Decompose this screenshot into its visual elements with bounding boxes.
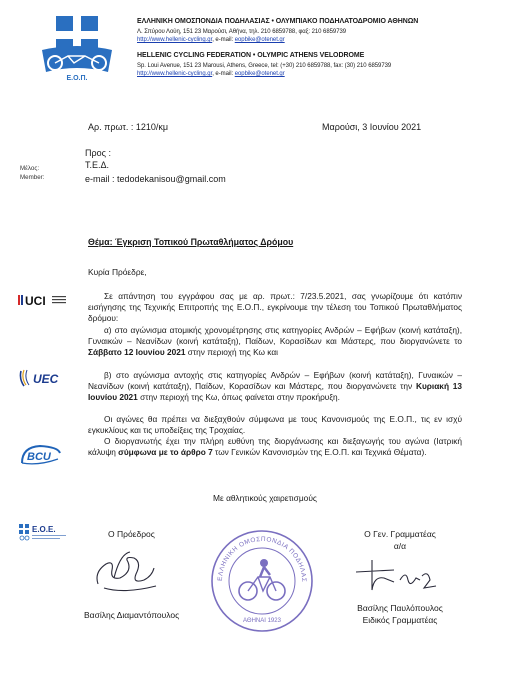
header-en-email-link[interactable]: eopbike@otenet.gr [234, 71, 285, 77]
bcu-logo-icon [18, 443, 64, 467]
uci-logo-icon [18, 292, 78, 308]
president-signature-icon [84, 548, 170, 596]
header-en-email-label: , e-mail: [212, 71, 234, 77]
header-gr-email-label: , e-mail: [212, 37, 234, 43]
member-label-en: Member: [20, 174, 45, 181]
header-en-contact [137, 71, 285, 77]
paragraph-a-date: Σάββατο 12 Ιουνίου 2021 [88, 347, 186, 358]
president-name: Βασίλης Διαμαντόπουλος [84, 610, 180, 620]
president-title: Ο Πρόεδρος [108, 529, 155, 539]
stamp-arc-text: ΕΛΛΗΝΙΚΗ ΟΜΟΣΠΟΝΔΙΑ ΠΟΔΗΛΑΣ [216, 535, 308, 583]
recipient-email: e-mail : tedodekanisou@gmail.com [85, 174, 226, 184]
paragraph-rules: Οι αγώνες θα πρέπει να διεξαχθούν σύμφωνα με τους Κανονισμούς της Ε.Ο.Π., τις εν ισχύ εγκυκλίους και τις υποδείξεις της Τροχαίας. [88, 414, 462, 436]
federation-logo [38, 14, 116, 82]
paragraph-intro: Σε απάντηση του εγγράφου σας με αρ. πρωτ.: 7/23.5.2021, σας γνωρίζουμε ότι κατόπιν εισήγησης της Τεχνικής Επιτροπής της Ε.Ο.Π., εγκρίνουμε την τέλεση του Τοπικού Πρωταθλήματος δρόμου: [88, 291, 462, 324]
member-label-gr: Μέλος: [20, 165, 40, 172]
protocol-number: Αρ. πρωτ. : 1210/κμ [88, 122, 169, 132]
president-signature [84, 548, 170, 596]
paragraph-organizer-text-start: Ο διοργανωτής έχει την πλήρη ευθύνη της διοργάνωσης και διεξαγωγής του αγώνα (Ιατρική κάλυψη [88, 436, 462, 458]
recipient-label: Προς : [85, 148, 111, 158]
secretary-name: Βασίλης Παυλόπουλος [357, 603, 443, 613]
paragraph-b-text-end: στην περιοχή της Κω, όπως φαίνεται στην προκήρυξη. [137, 392, 340, 403]
uci-logo [18, 292, 78, 308]
uec-logo-text: UEC [33, 372, 59, 386]
header-gr-address: Λ. Σπύρου Λούη, 151 23 Μαρούσι, Αθήνα, τηλ. 210 6859788, φαξ: 210 6859739 [137, 29, 347, 35]
paragraph-a-text-end: στην περιοχή της Κω και [185, 347, 278, 358]
official-stamp [208, 527, 316, 635]
bcu-logo [18, 443, 64, 467]
header-en-federation: HELLENIC CYCLING FEDERATION • OLYMPIC ATHENS VELODROME [137, 52, 365, 59]
federation-logo-icon [38, 14, 116, 82]
header-gr-contact [137, 37, 285, 43]
header-gr-federation: ΕΛΛΗΝΙΚΗ ΟΜΟΣΠΟΝΔΙΑ ΠΟΔΗΛΑΣΙΑΣ • ΟΛΥΜΠΙΑΚΟ ΠΟΔΗΛΑΤΟΔΡΟΜΙΟ ΑΘΗΝΩΝ [137, 18, 419, 25]
paragraph-organizer-text-end: των Γενικών Κανονισμών της Ε.Ο.Π. και Τεχνικά Θέματα). [212, 447, 427, 458]
secretary-signature-icon [350, 556, 440, 596]
logo-text: Ε.Ο.Π. [66, 75, 88, 82]
paragraph-organizer-article: σύμφωνα με το άρθρο 7 [118, 447, 213, 458]
eoe-logo [18, 521, 76, 543]
uec-logo-icon [18, 367, 70, 389]
bcu-logo-text: BCU [27, 451, 51, 463]
paragraph-organizer [88, 436, 462, 458]
eoe-logo-icon [18, 521, 76, 543]
header-gr-email-link[interactable]: eopbike@otenet.gr [234, 37, 285, 43]
recipient-value: Τ.Ε.Δ. [85, 160, 110, 170]
stamp-bottom-text: ΑΘΗΝΑΙ 1923 [243, 618, 281, 624]
general-secretary-behalf: α/α [393, 541, 407, 551]
secretary-signature [350, 556, 440, 596]
header-gr-web-link[interactable]: http://www.hellenic-cycling.gr [137, 37, 213, 43]
official-stamp-icon [208, 527, 316, 635]
subject-line: Θέμα: Έγκριση Τοπικού Πρωταθλήματος Δρόμου [88, 237, 294, 247]
paragraph-b-text-start: β) στο αγώνισμα αντοχής στις κατηγορίες Ανδρών – Εφήβων (κοινή κατάταξη), Γυναικών – Νεανίδων (κοινή κατάταξη), Παίδων, Κορασίδων και Μάστερς, που διοργανώνετε την [88, 370, 462, 392]
paragraph-a-text-start: α) στο αγώνισμα ατομικής χρονομέτρησης στις κατηγορίες Ανδρών – Εφήβων (κοινή κατάταξη), Γυναικών – Νεανίδων (κοινή κατάταξη), Παίδων, Κορασίδων και Μάστερς, που διοργανώνετε το [88, 325, 462, 347]
paragraph-b-date: Κυριακή 13 Ιουνίου 2021 [88, 381, 462, 403]
header-en-web-link[interactable]: http://www.hellenic-cycling.gr [137, 71, 213, 77]
closing-greeting: Με αθλητικούς χαιρετισμούς [213, 493, 317, 503]
uci-logo-text: UCI [25, 294, 46, 308]
header-en-address: Sp. Loui Avenue, 151 23 Marousi, Athens, Greece, tel: (+30) 210 6859788, fax: (30) 210 6859739 [137, 63, 392, 69]
general-secretary-title: Ο Γεν. Γραμματέας [364, 529, 436, 539]
secretary-role: Ειδικός Γραμματέας [362, 615, 438, 625]
eoe-logo-text: Ε.Ο.Ε. [32, 525, 56, 534]
place-date: Μαρούσι, 3 Ιουνίου 2021 [322, 122, 422, 132]
salutation: Κυρία Πρόεδρε, [88, 267, 147, 277]
paragraph-a [88, 325, 462, 359]
svg-text:ΕΛΛΗΝΙΚΗ ΟΜΟΣΠΟΝΔΙΑ ΠΟΔΗΛΑΣΙΑΣ [208, 527, 307, 582]
paragraph-b [88, 370, 462, 404]
uec-logo [18, 367, 70, 389]
